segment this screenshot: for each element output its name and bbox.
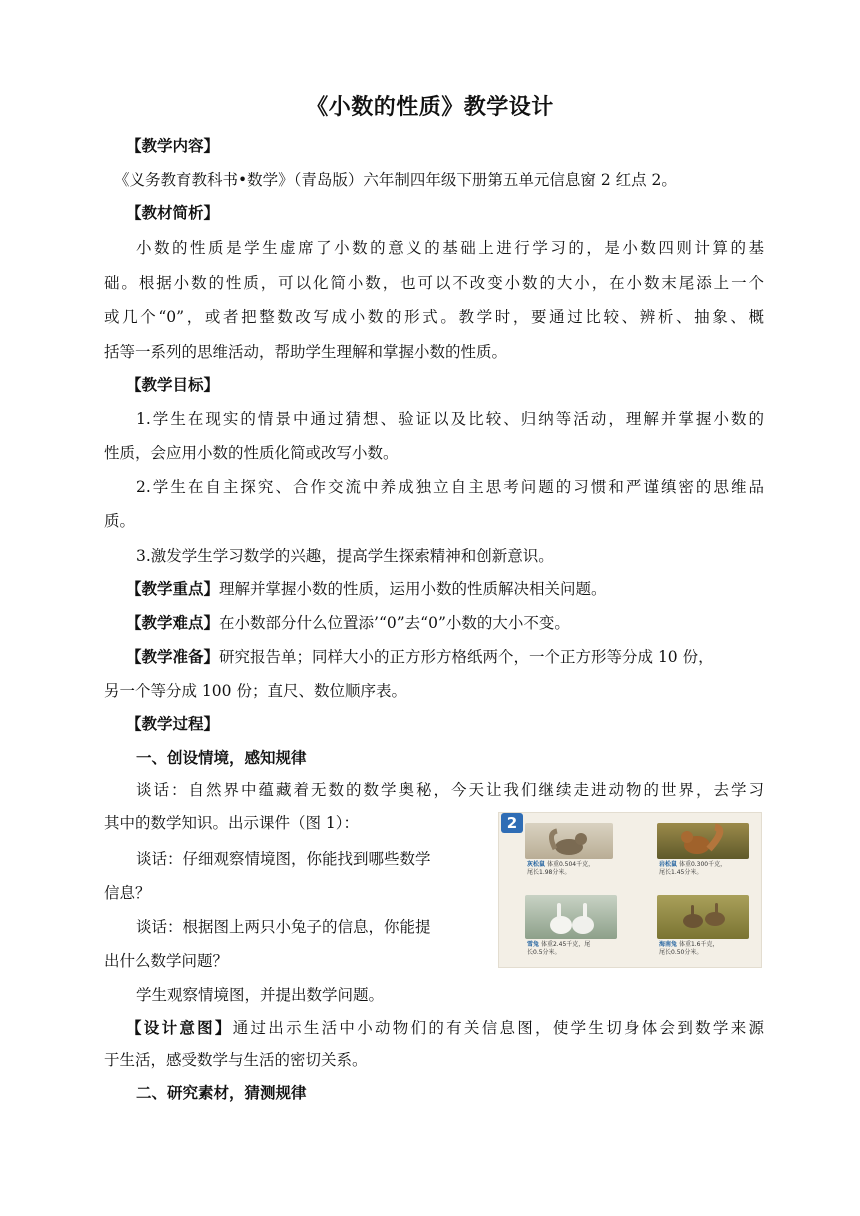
design-intent-text: 通过出示生活中小动物们的有关信息图，使学生切身体会到数学来源 [232,1019,764,1037]
hainan-hare-name: 海南兔 [659,941,678,948]
squirrel-icon [657,823,749,859]
talk-2-line-2: 信息？ [104,884,151,902]
key-point-row [126,579,786,599]
hainan-hare-photo [657,895,749,939]
content-text: 《义务教育教科书•数学》（青岛版）六年制四年级下册第五单元信息窗 2 红点 2。 [114,171,677,189]
goal-2-line-2: 质。 [104,512,136,530]
rock-squirrel-photo [657,823,749,859]
analysis-line-3: 或几个“0”，或者把整数改写成小数的形式。教学时，要通过比较、辨析、抽象、概 [104,308,764,326]
goal-3: 3.激发学生学习数学的兴趣，提高学生探索精神和创新意识。 [136,547,554,565]
goal-2-line-1: 2.学生在自主探究、合作交流中养成独立自主思考问题的习惯和严谨缜密的思维品 [136,478,764,496]
analysis-heading: 【教材简析】 [126,204,220,222]
figure-number-badge: 2 [501,813,523,833]
rabbit-icon [525,895,617,939]
talk-3-line-1: 谈话：根据图上两只小兔子的信息，你能提 [136,918,431,936]
talk-1-line-1: 谈话：自然界中蕴藏着无数的数学奥秘，今天让我们继续走进动物的世界，去学习 [136,781,764,799]
rock-squirrel-caption [659,861,726,877]
analysis-line-4: 括等一系列的思维活动，帮助学生理解和掌握小数的性质。 [104,343,508,361]
hainan-hare-info-2: 尾长0.50分米。 [659,949,703,956]
rock-squirrel-info-2: 尾长1.45分米。 [659,869,703,876]
design-intent-text-2: 于生活，感受数学与生活的密切关系。 [104,1051,368,1069]
rock-squirrel-name: 岩松鼠 [659,861,678,868]
key-point-text: 理解并掌握小数的性质，运用小数的性质解决相关问题。 [219,580,607,598]
content-heading: 【教学内容】 [126,137,220,155]
gray-squirrel-photo [525,823,613,859]
gray-squirrel-caption [527,861,594,877]
rock-squirrel-info: 体重0.300千克， [678,861,727,868]
design-intent-row [126,1018,764,1038]
gray-squirrel-info: 体重0.504千克， [546,861,595,868]
student-line: 学生观察情境图，并提出数学问题。 [136,986,385,1004]
goals-heading: 【教学目标】 [126,376,220,394]
talk-3-line-2: 出什么数学问题？ [104,952,229,970]
gray-squirrel-name: 灰松鼠 [527,861,546,868]
analysis-line-1: 小数的性质是学生虚席了小数的意义的基础上进行学习的，是小数四则计算的基 [136,239,764,257]
process-heading: 【教学过程】 [126,715,220,733]
difficulty-text: 在小数部分什么位置添’“0”去“0”小数的大小不变。 [219,614,570,632]
goal-1-line-1: 1.学生在现实的情景中通过猜想、验证以及比较、归纳等活动，理解并掌握小数的 [136,410,764,428]
gray-squirrel-info-2: 尾长1.98分米。 [527,869,571,876]
snow-hare-info-2: 长0.5分米。 [527,949,561,956]
talk-2-line-1: 谈话：仔细观察情境图，你能找到哪些数学 [136,850,431,868]
snow-hare-name: 雪兔 [527,941,540,948]
hainan-hare-caption [659,941,718,957]
squirrel-icon [525,823,613,859]
step-2-heading: 二、研究素材，猜测规律 [136,1084,307,1102]
preparation-text-2: 另一个等分成 100 份；直尺、数位顺序表。 [104,682,407,700]
step-1-heading: 一、创设情境，感知规律 [136,749,307,767]
talk-1-line-2: 其中的数学知识。出示课件（图 1）： [104,814,360,832]
hainan-hare-info: 体重1.6千克， [678,941,719,948]
rabbit-icon [657,895,749,939]
snow-hare-photo [525,895,617,939]
goal-1-line-2: 性质，会应用小数的性质化简或改写小数。 [104,444,399,462]
preparation-row [126,647,764,667]
analysis-line-2: 础。根据小数的性质，可以化简小数，也可以不改变小数的大小，在小数末尾添上一个 [104,274,764,292]
preparation-text: 研究报告单；同样大小的正方形方格纸两个，一个正方形等分成 10 份， [219,648,714,666]
difficulty-row [126,613,786,633]
design-intent-heading: 【设计意图】 [126,1019,233,1037]
snow-hare-info: 体重2.45千克，尾 [540,941,591,948]
difficulty-heading: 【教学难点】 [126,614,220,632]
preparation-heading: 【教学准备】 [126,648,220,666]
animal-info-figure [498,812,762,968]
snow-hare-caption [527,941,590,957]
key-point-heading: 【教学重点】 [126,580,220,598]
page-title: 《小数的性质》教学设计 [306,95,554,120]
